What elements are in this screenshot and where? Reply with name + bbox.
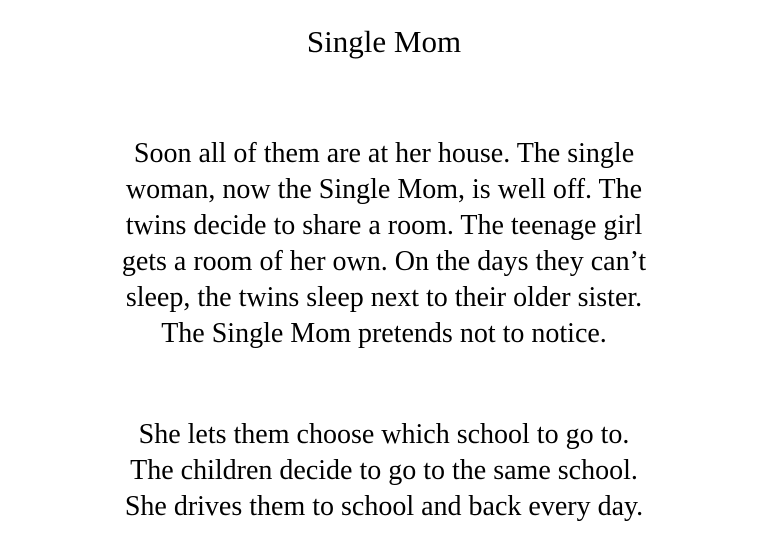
paragraph-line: twins decide to share a room. The teenage girl bbox=[125, 210, 643, 241]
paragraph-line: Soon all of them are at her house. The single bbox=[133, 138, 635, 169]
page-title: Single Mom bbox=[306, 24, 462, 59]
paragraph-line: The Single Mom pretends not to notice. bbox=[161, 318, 607, 349]
paragraph-line: woman, now the Single Mom, is well off. The bbox=[125, 174, 643, 205]
paragraph-line: The children decide to go to the same school. bbox=[130, 455, 638, 486]
paragraph-line: gets a room of her own. On the days they can’t bbox=[121, 246, 647, 277]
paragraph-2 bbox=[0, 417, 768, 525]
paragraph-1 bbox=[0, 136, 768, 352]
paragraph-line: She drives them to school and back every day. bbox=[124, 491, 644, 522]
paragraph-line: sleep, the twins sleep next to their older sister. bbox=[125, 282, 643, 313]
paragraph-line: She lets them choose which school to go to. bbox=[138, 419, 630, 450]
